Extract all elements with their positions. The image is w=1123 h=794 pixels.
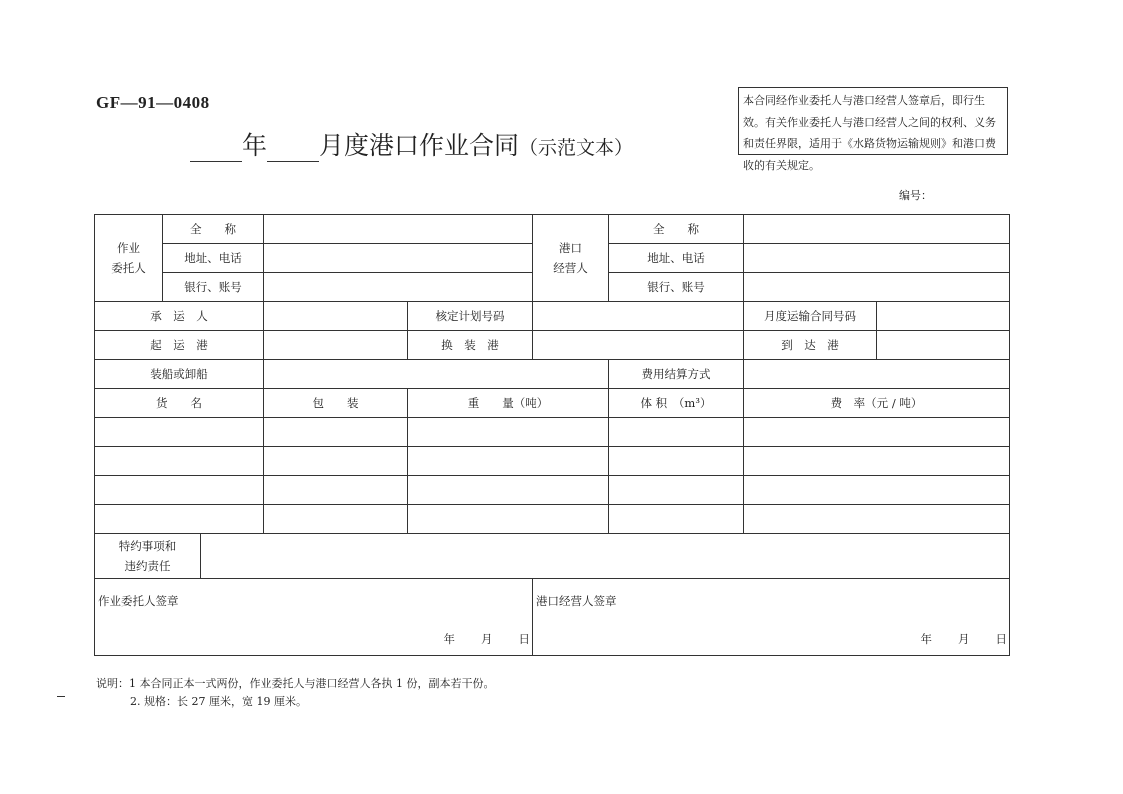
footer-notes	[96, 675, 494, 711]
volume-cell[interactable]	[609, 447, 744, 476]
contract-form-table	[94, 214, 1010, 656]
weight-cell[interactable]	[408, 505, 609, 534]
date-day: 日	[995, 632, 1008, 646]
weight-cell[interactable]	[408, 418, 609, 447]
operator-full-name-label: 全 称	[609, 215, 744, 244]
date-month: 月	[481, 632, 493, 646]
client-address-label: 地址、电话	[163, 244, 264, 273]
client-signature-cell[interactable]	[95, 579, 533, 656]
rate-cell[interactable]	[744, 476, 1010, 505]
year-blank[interactable]	[190, 135, 242, 162]
operator-bank-field[interactable]	[744, 273, 1010, 302]
client-label-line2: 委托人	[111, 261, 146, 275]
validity-note-box: 本合同经作业委托人与港口经营人签章后，即行生效。有关作业委托人与港口经营人之间的权利、义务和责任界限，适用于《水路货物运输规则》和港口费收的有关规定。	[738, 87, 1008, 155]
title-subtitle: （示范文本）	[519, 137, 634, 159]
special-terms-label	[95, 534, 201, 579]
operator-address-label: 地址、电话	[609, 244, 744, 273]
rate-cell[interactable]	[744, 447, 1010, 476]
packing-cell[interactable]	[264, 447, 408, 476]
volume-cell[interactable]	[609, 505, 744, 534]
carrier-label: 承 运 人	[95, 302, 264, 331]
date-year: 年	[920, 632, 933, 646]
title-year-text: 年	[242, 131, 268, 160]
client-label-line1: 作业	[117, 241, 140, 255]
cargo-row	[95, 476, 1010, 505]
client-bank-label: 银行、账号	[163, 273, 264, 302]
origin-port-label: 起 运 港	[95, 331, 264, 360]
client-party-label	[95, 215, 163, 302]
operator-full-name-field[interactable]	[744, 215, 1010, 244]
weight-cell[interactable]	[408, 447, 609, 476]
operator-bank-label: 银行、账号	[609, 273, 744, 302]
footer-note-2: 2. 规格：长 27 厘米，宽 19 厘米。	[130, 695, 307, 708]
volume-cell[interactable]	[609, 418, 744, 447]
serial-number-label: 编号：	[899, 189, 932, 202]
date-day: 日	[518, 632, 530, 646]
origin-port-field[interactable]	[264, 331, 408, 360]
operator-signature-label: 港口经营人签章	[536, 594, 617, 608]
date-year: 年	[443, 632, 455, 646]
cargo-name-cell[interactable]	[95, 505, 264, 534]
date-month: 月	[958, 632, 970, 646]
packing-cell[interactable]	[264, 505, 408, 534]
client-address-field[interactable]	[264, 244, 533, 273]
packing-cell[interactable]	[264, 418, 408, 447]
operator-signature-date	[895, 631, 1008, 647]
cargo-row	[95, 505, 1010, 534]
form-code: GF—91—0408	[96, 93, 210, 112]
destination-port-label: 到 达 港	[744, 331, 877, 360]
month-blank[interactable]	[267, 135, 319, 162]
rate-cell[interactable]	[744, 418, 1010, 447]
operator-party-label	[533, 215, 609, 302]
page-title	[190, 126, 633, 162]
rate-header: 费 率（元 / 吨）	[744, 389, 1010, 418]
operator-address-field[interactable]	[744, 244, 1010, 273]
client-signature-date	[418, 631, 531, 647]
cargo-row	[95, 447, 1010, 476]
special-terms-line2: 违约责任	[124, 559, 171, 573]
special-terms-field[interactable]	[201, 534, 1010, 579]
monthly-contract-number-label: 月度运输合同号码	[744, 302, 877, 331]
title-main-text: 月度港口作业合同	[319, 131, 520, 160]
client-full-name-field[interactable]	[264, 215, 533, 244]
weight-header: 重 量（吨）	[408, 389, 609, 418]
cargo-name-cell[interactable]	[95, 447, 264, 476]
operator-label-line1: 港口	[559, 241, 582, 255]
plan-number-label: 核定计划号码	[408, 302, 533, 331]
cargo-name-cell[interactable]	[95, 418, 264, 447]
margin-tick-mark	[57, 696, 65, 697]
plan-number-field[interactable]	[533, 302, 744, 331]
cargo-name-header: 货 名	[95, 389, 264, 418]
footer-note-1: 说明：1 本合同正本一式两份，作业委托人与港口经营人各执 1 份，副本若干份。	[96, 677, 495, 690]
payment-method-field[interactable]	[744, 360, 1010, 389]
cargo-row	[95, 418, 1010, 447]
cargo-name-cell[interactable]	[95, 476, 264, 505]
packing-cell[interactable]	[264, 476, 408, 505]
client-bank-field[interactable]	[264, 273, 533, 302]
client-signature-label: 作业委托人签章	[98, 594, 179, 608]
load-unload-field[interactable]	[264, 360, 609, 389]
volume-cell[interactable]	[609, 476, 744, 505]
volume-header: 体 积 （m³）	[609, 389, 744, 418]
client-full-name-label: 全 称	[163, 215, 264, 244]
carrier-field[interactable]	[264, 302, 408, 331]
payment-method-label: 费用结算方式	[609, 360, 744, 389]
destination-port-field[interactable]	[877, 331, 1010, 360]
weight-cell[interactable]	[408, 476, 609, 505]
transfer-port-field[interactable]	[533, 331, 744, 360]
rate-cell[interactable]	[744, 505, 1010, 534]
operator-signature-cell[interactable]	[533, 579, 1010, 656]
load-unload-label: 装船或卸船	[95, 360, 264, 389]
special-terms-line1: 特约事项和	[118, 539, 177, 553]
operator-label-line2: 经营人	[553, 261, 588, 275]
transfer-port-label: 换 装 港	[408, 331, 533, 360]
monthly-contract-number-field[interactable]	[877, 302, 1010, 331]
packing-header: 包 装	[264, 389, 408, 418]
